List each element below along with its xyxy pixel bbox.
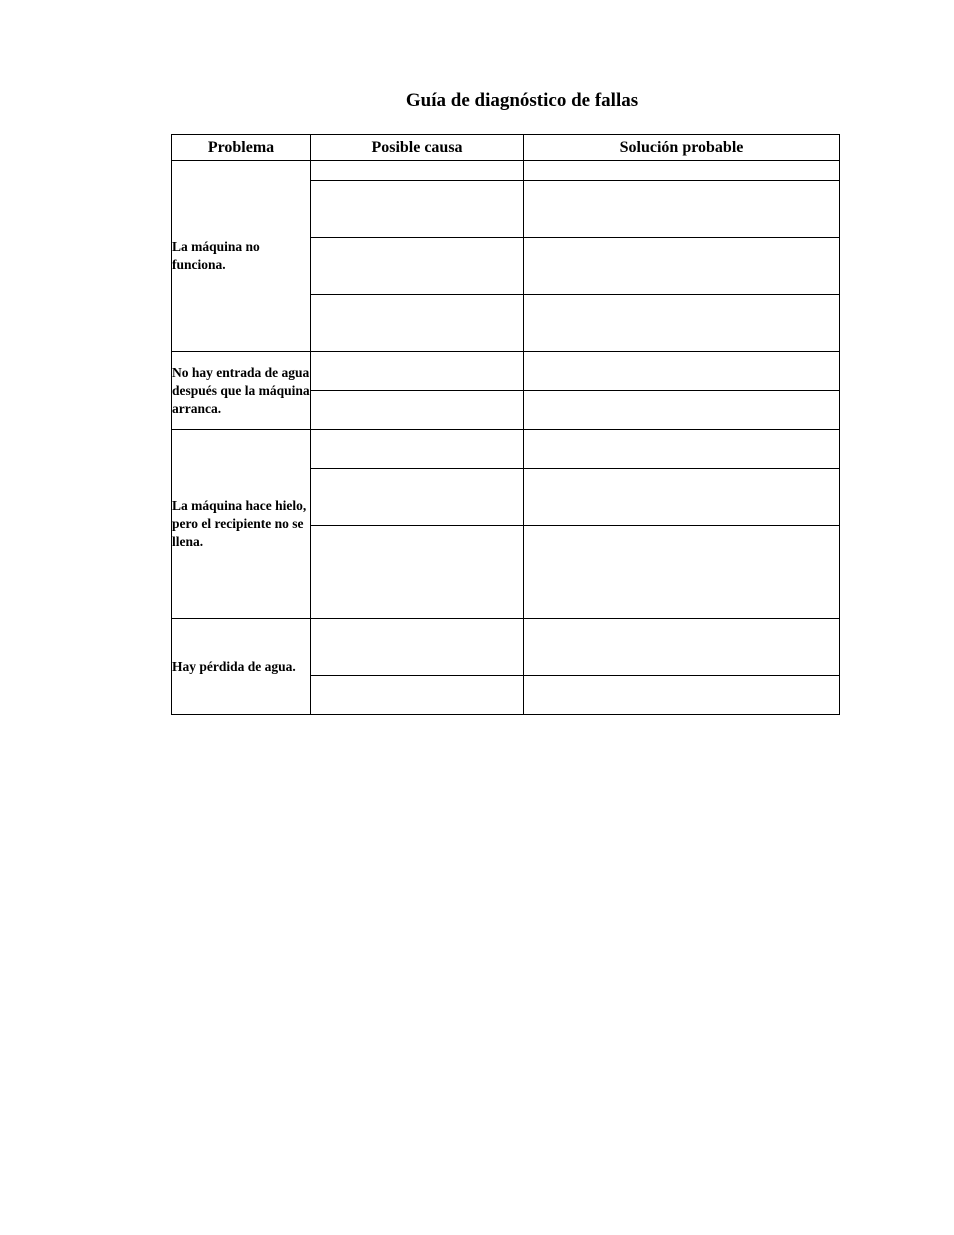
table-header-row — [172, 135, 840, 161]
document-title: Guía de diagnóstico de fallas — [405, 90, 639, 111]
problem-cell: Hay pérdida de agua. — [172, 619, 311, 715]
troubleshooting-table — [171, 134, 840, 715]
solution-cell — [524, 161, 840, 181]
cause-cell — [311, 469, 524, 526]
cause-cell — [311, 391, 524, 430]
cause-cell — [311, 295, 524, 352]
cause-cell — [311, 181, 524, 238]
solution-cell — [524, 238, 840, 295]
cause-cell — [311, 352, 524, 391]
solution-cell — [524, 295, 840, 352]
solution-cell — [524, 181, 840, 238]
solution-cell — [524, 469, 840, 526]
cause-cell — [311, 676, 524, 715]
solution-cell — [524, 430, 840, 469]
solution-cell — [524, 526, 840, 619]
header-cause: Posible causa — [311, 135, 524, 161]
cause-cell — [311, 526, 524, 619]
table-row — [172, 161, 840, 181]
table-row — [172, 352, 840, 391]
cause-cell — [311, 161, 524, 181]
header-solution: Solución probable — [524, 135, 840, 161]
cause-cell — [311, 430, 524, 469]
solution-cell — [524, 352, 840, 391]
table-row — [172, 619, 840, 676]
solution-cell — [524, 391, 840, 430]
problem-cell: La máquina no funciona. — [172, 161, 311, 352]
problem-cell: No hay entrada de agua después que la máquina arranca. — [172, 352, 311, 430]
cause-cell — [311, 619, 524, 676]
solution-cell — [524, 619, 840, 676]
solution-cell — [524, 676, 840, 715]
table-row — [172, 430, 840, 469]
header-problem: Problema — [172, 135, 311, 161]
cause-cell — [311, 238, 524, 295]
problem-cell: La máquina hace hielo, pero el recipiente no se llena. — [172, 430, 311, 619]
